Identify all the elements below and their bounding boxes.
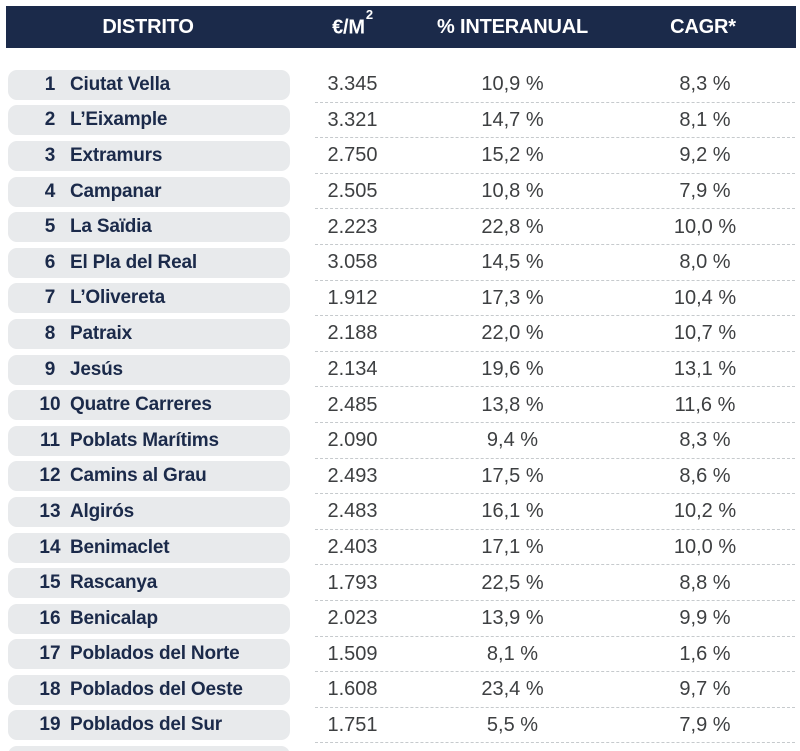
district-rank: 19: [39, 714, 61, 736]
cagr-value: 9,2 %: [679, 144, 731, 167]
district-pill: [8, 283, 290, 313]
interanual-value: 19,6 %: [481, 358, 544, 381]
district-name: L’Eixample: [70, 109, 168, 131]
interanual-value: 17,5 %: [481, 464, 544, 487]
district-pill: [8, 639, 290, 669]
table-row: [0, 672, 800, 708]
district-name: Rascanya: [70, 572, 158, 594]
table-row: [0, 423, 800, 459]
district-pill: [8, 675, 290, 705]
table-row: [0, 316, 800, 352]
district-name: Patraix: [70, 322, 132, 344]
district-rank: 8: [44, 322, 56, 344]
cagr-value: 8,8 %: [679, 571, 731, 594]
district-rank: 2: [44, 109, 56, 131]
district-rank: 10: [39, 394, 61, 416]
cagr-value: 7,9 %: [679, 180, 731, 203]
table-row: [0, 565, 800, 601]
interanual-value: 13,9 %: [481, 607, 544, 630]
interanual-value: 14,7 %: [481, 108, 544, 131]
price-value: 1.509: [327, 642, 378, 665]
price-unit-label: €/M: [332, 16, 365, 39]
district-name: Quatre Carreres: [70, 394, 212, 416]
interanual-value: 15,2 %: [481, 144, 544, 167]
cagr-value: 8,3 %: [679, 73, 731, 96]
district-name: Poblados del Oeste: [70, 678, 243, 700]
district-name: Extramurs: [70, 144, 163, 166]
table-row: [0, 138, 800, 174]
district-name: Poblados del Norte: [70, 643, 240, 665]
interanual-value: 8,1 %: [486, 642, 539, 665]
table-row: [0, 352, 800, 388]
district-pill: [8, 70, 290, 100]
cutoff-next-row-pill: [8, 746, 290, 751]
district-rank: 9: [44, 358, 56, 380]
district-name: Jesús: [70, 358, 123, 380]
district-name: Poblats Marítims: [70, 429, 219, 451]
table-header-bar: [6, 6, 796, 48]
price-value: 1.912: [327, 286, 378, 309]
district-rank: 4: [44, 180, 56, 202]
price-value: 2.505: [327, 180, 378, 203]
interanual-value: 23,4 %: [481, 678, 544, 701]
price-value: 3.321: [327, 108, 378, 131]
district-name: Benicalap: [70, 607, 158, 629]
interanual-value: 13,8 %: [481, 393, 544, 416]
cagr-value: 13,1 %: [673, 358, 737, 381]
district-pill: [8, 710, 290, 740]
column-header-cagr: CAGR*: [670, 15, 736, 38]
price-value: 3.058: [327, 251, 378, 274]
price-unit-superscript: 2: [365, 7, 373, 23]
table-row: [0, 103, 800, 139]
district-pill: [8, 141, 290, 171]
cagr-value: 10,2 %: [673, 500, 737, 523]
interanual-value: 17,1 %: [481, 536, 544, 559]
district-name: Ciutat Vella: [70, 73, 171, 95]
table-row: [0, 601, 800, 637]
table-row: [0, 245, 800, 281]
district-rank: 15: [39, 572, 61, 594]
row-separator-dashed-line: [315, 742, 795, 743]
interanual-value: 9,4 %: [486, 429, 539, 452]
district-name: Camins al Grau: [70, 465, 207, 487]
table-row: [0, 174, 800, 210]
cagr-value: 9,7 %: [679, 678, 731, 701]
interanual-value: 10,9 %: [481, 73, 544, 96]
district-rank: 13: [39, 500, 61, 522]
district-rank: 1: [44, 73, 56, 95]
district-name: L’Olivereta: [70, 287, 165, 309]
district-rank: 6: [44, 251, 56, 273]
district-name: La Saïdia: [70, 216, 152, 238]
price-value: 2.403: [327, 536, 378, 559]
district-rank: 5: [44, 216, 56, 238]
cagr-value: 8,6 %: [679, 464, 731, 487]
interanual-value: 14,5 %: [481, 251, 544, 274]
table-row: [0, 387, 800, 423]
price-value: 2.750: [327, 144, 378, 167]
table-row: [0, 67, 800, 103]
price-value: 2.188: [327, 322, 378, 345]
price-value: 2.483: [327, 500, 378, 523]
district-pill: [8, 177, 290, 207]
district-rank: 16: [39, 607, 61, 629]
table-row: [0, 459, 800, 495]
table-body: [0, 67, 800, 743]
district-name: El Pla del Real: [70, 251, 197, 273]
district-name: Poblados del Sur: [70, 714, 222, 736]
interanual-value: 22,8 %: [481, 215, 544, 238]
district-rank: 12: [39, 465, 61, 487]
cagr-value: 8,1 %: [679, 108, 731, 131]
column-header-interanual: % INTERANUAL: [437, 15, 588, 38]
table-row: [0, 494, 800, 530]
district-pill: [8, 355, 290, 385]
district-pill: [8, 390, 290, 420]
table-row: [0, 281, 800, 317]
table-row: [0, 209, 800, 245]
cagr-value: 8,3 %: [679, 429, 731, 452]
interanual-value: 22,5 %: [481, 571, 544, 594]
district-pill: [8, 533, 290, 563]
price-value: 2.134: [327, 358, 378, 381]
price-value: 1.793: [327, 571, 378, 594]
district-pill: [8, 319, 290, 349]
cagr-value: 10,0 %: [673, 215, 737, 238]
cagr-value: 10,0 %: [673, 536, 737, 559]
interanual-value: 17,3 %: [481, 286, 544, 309]
cagr-value: 8,0 %: [679, 251, 731, 274]
interanual-value: 22,0 %: [481, 322, 544, 345]
district-rank: 17: [39, 643, 61, 665]
district-pill: [8, 248, 290, 278]
cagr-value: 1,6 %: [679, 642, 731, 665]
interanual-value: 10,8 %: [481, 180, 544, 203]
interanual-value: 5,5 %: [486, 713, 539, 736]
interanual-value: 16,1 %: [481, 500, 544, 523]
price-value: 3.345: [327, 73, 378, 96]
district-rank: 14: [39, 536, 61, 558]
district-rank: 3: [44, 144, 56, 166]
cagr-value: 10,4 %: [673, 286, 737, 309]
price-value: 2.090: [327, 429, 378, 452]
district-pill: [8, 604, 290, 634]
district-pill: [8, 461, 290, 491]
cagr-value: 11,6 %: [674, 393, 736, 416]
district-name: Algirós: [70, 500, 135, 522]
district-pill: [8, 568, 290, 598]
cagr-value: 7,9 %: [679, 713, 731, 736]
district-rank: 18: [39, 678, 61, 700]
cagr-value: 10,7 %: [673, 322, 737, 345]
price-value: 1.608: [327, 678, 378, 701]
district-name: Benimaclet: [70, 536, 170, 558]
price-value: 2.223: [327, 215, 378, 238]
district-rank: 11: [39, 429, 61, 451]
district-pill: [8, 426, 290, 456]
table-row: [0, 708, 800, 744]
column-header-price-per-m2: [290, 7, 415, 40]
price-value: 2.493: [327, 464, 378, 487]
price-value: 2.023: [327, 607, 378, 630]
district-name: Campanar: [70, 180, 162, 202]
district-pill: [8, 105, 290, 135]
price-value: 2.485: [327, 393, 378, 416]
district-pill: [8, 212, 290, 242]
column-header-district: DISTRITO: [102, 15, 194, 38]
cagr-value: 9,9 %: [679, 607, 731, 630]
price-value: 1.751: [327, 713, 378, 736]
district-rank: 7: [44, 287, 56, 309]
district-pill: [8, 497, 290, 527]
table-row: [0, 530, 800, 566]
table-row: [0, 637, 800, 673]
